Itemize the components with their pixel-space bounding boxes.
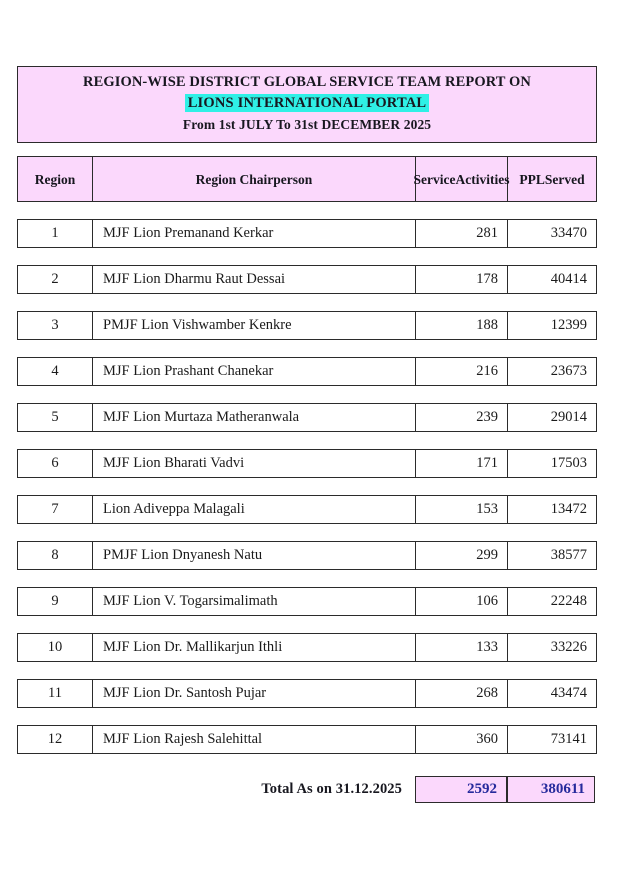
table-row [17, 219, 597, 248]
report-title-highlight: LIONS INTERNATIONAL PORTAL [185, 94, 430, 112]
cell-service-activities: 299 [416, 542, 508, 569]
cell-chairperson: MJF Lion Rajesh Salehittal [93, 726, 416, 753]
cell-chairperson: MJF Lion Prashant Chanekar [93, 358, 416, 385]
cell-ppl-served: 43474 [550, 685, 587, 701]
cell-service-activities: 281 [416, 220, 508, 247]
cell-ppl-served: 29014 [550, 409, 587, 425]
total-ppl-served: 380611 [507, 776, 595, 803]
cell-chairperson: Lion Adiveppa Malagali [93, 496, 416, 523]
cell-service-activities: 239 [416, 404, 508, 431]
column-header-chairperson: Region Chairperson [93, 157, 416, 201]
report-title-line-2 [22, 93, 592, 114]
cell-ppl-served: 23673 [550, 363, 587, 379]
table-row [17, 541, 597, 570]
cell-ppl-served: 13472 [550, 501, 587, 517]
cell-service-activities: 106 [416, 588, 508, 615]
table-row [17, 495, 597, 524]
cell-chairperson: MJF Lion Murtaza Matheranwala [93, 404, 416, 431]
column-header-service-activities [413, 157, 510, 201]
cell-region: 2 [18, 266, 93, 293]
column-header-ppl-served-line2: Served [544, 171, 585, 187]
report-title-line-1: REGION-WISE DISTRICT GLOBAL SERVICE TEAM REPORT ON [83, 74, 531, 90]
cell-service-activities: 153 [416, 496, 508, 523]
cell-region: 1 [18, 220, 93, 247]
report-title-box [17, 66, 597, 143]
cell-service-activities: 178 [416, 266, 508, 293]
cell-region: 6 [18, 450, 93, 477]
column-header-ppl-served [508, 157, 596, 201]
table-body [17, 219, 597, 754]
report-table [17, 156, 597, 771]
cell-ppl-served: 73141 [550, 731, 587, 747]
total-row [17, 776, 597, 803]
table-row [17, 633, 597, 662]
column-header-service-activities-line2: Activities [455, 171, 510, 187]
cell-ppl-served: 12399 [550, 317, 587, 333]
table-row [17, 587, 597, 616]
cell-chairperson: MJF Lion Dr. Mallikarjun Ithli [93, 634, 416, 661]
cell-region: 10 [18, 634, 93, 661]
cell-ppl-served: 38577 [550, 547, 587, 563]
cell-service-activities: 133 [416, 634, 508, 661]
cell-chairperson: MJF Lion Premanand Kerkar [93, 220, 416, 247]
cell-region: 4 [18, 358, 93, 385]
cell-service-activities: 268 [416, 680, 508, 707]
total-service-activities: 2592 [415, 776, 507, 803]
cell-chairperson: MJF Lion Dharmu Raut Dessai [93, 266, 416, 293]
column-header-region: Region [18, 157, 93, 201]
cell-ppl-served: 17503 [550, 455, 587, 471]
table-row [17, 449, 597, 478]
cell-region: 9 [18, 588, 93, 615]
table-row [17, 679, 597, 708]
table-row [17, 403, 597, 432]
cell-chairperson: MJF Lion V. Togarsimalimath [93, 588, 416, 615]
table-row [17, 265, 597, 294]
cell-ppl-served: 22248 [550, 593, 587, 609]
cell-chairperson: MJF Lion Bharati Vadvi [93, 450, 416, 477]
cell-ppl-served: 33470 [550, 225, 587, 241]
table-row [17, 357, 597, 386]
cell-region: 8 [18, 542, 93, 569]
cell-chairperson: PMJF Lion Dnyanesh Natu [93, 542, 416, 569]
cell-chairperson: PMJF Lion Vishwamber Kenkre [93, 312, 416, 339]
cell-service-activities: 360 [416, 726, 508, 753]
cell-chairperson: MJF Lion Dr. Santosh Pujar [93, 680, 416, 707]
cell-ppl-served: 40414 [550, 271, 587, 287]
cell-service-activities: 216 [416, 358, 508, 385]
cell-region: 5 [18, 404, 93, 431]
cell-service-activities: 188 [416, 312, 508, 339]
column-header-ppl-served-line1: PPL [519, 171, 545, 187]
cell-service-activities: 171 [416, 450, 508, 477]
table-row [17, 725, 597, 754]
report-title-period: From 1st JULY To 31st DECEMBER 2025 [182, 117, 432, 132]
cell-region: 7 [18, 496, 93, 523]
cell-ppl-served: 33226 [550, 639, 587, 655]
column-header-service-activities-line1: Service [413, 171, 456, 187]
cell-region: 11 [18, 680, 93, 707]
table-row [17, 311, 597, 340]
cell-region: 3 [18, 312, 93, 339]
table-header-row [17, 156, 597, 202]
cell-region: 12 [18, 726, 93, 753]
total-label: Total As on 31.12.2025 [261, 781, 402, 797]
